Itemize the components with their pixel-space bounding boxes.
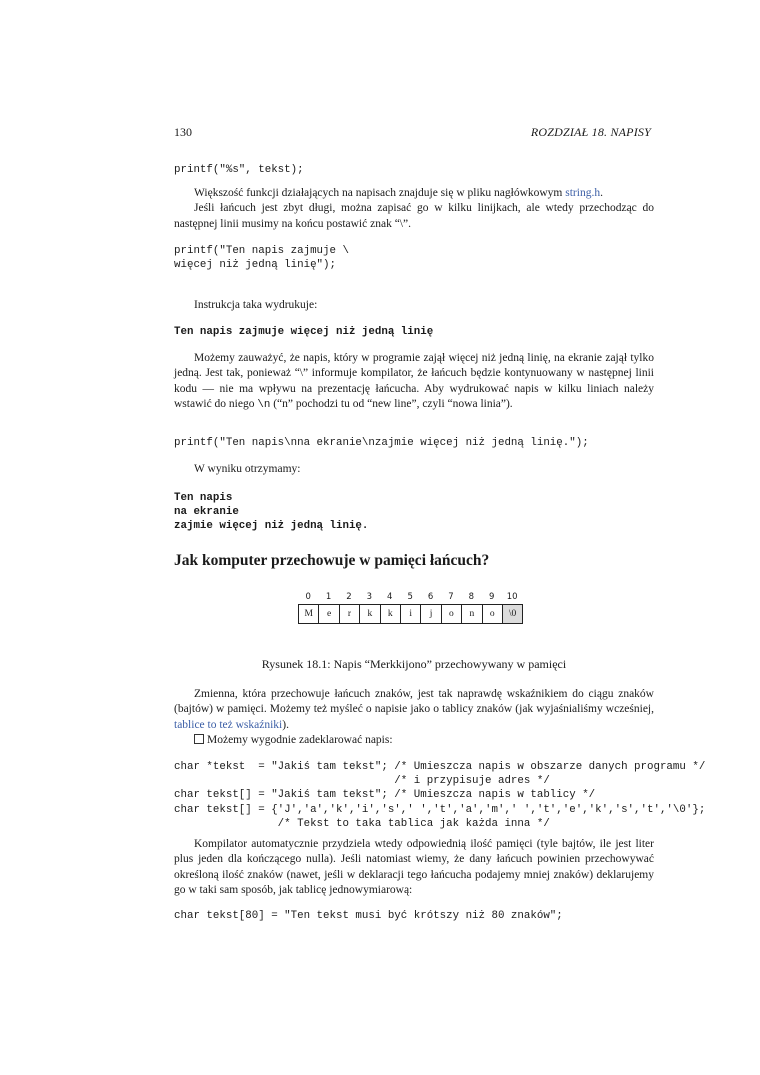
- paragraph-line: Jeśli łańcuch jest zbyt długi, można zapisać go w kilku linijkach, ale wtedy przechodząc do następnej linii musimy na końcu postawić znak “\”.: [174, 202, 654, 230]
- code-declarations: char *tekst = "Jakiś tam tekst"; /* Umieszcza napis w obszarze danych programu */ /* i przypisuje adres */ char tekst[] = "Jakiś tam tekst"; /* Umieszcza napis w tablicy */ char tekst[] = {'J','a','k','i','s',' ','t','a','m',' ','t','e','k','s','t','\0'}; /* Tekst to taka tablica jak każda inna */: [174, 761, 706, 830]
- figure-index-2: 2: [346, 592, 352, 602]
- inline-code-newline: \n: [257, 399, 271, 412]
- link-string-h[interactable]: string.h: [565, 187, 601, 199]
- figure-caption: Rysunek 18.1: Napis “Merkkijono” przechowywany w pamięci: [261, 657, 567, 671]
- figure-cell-8: n: [461, 605, 481, 623]
- paragraph-pointer: Zmienna, która przechowuje łańcuch znaków, jest tak naprawdę wskaźnikiem do ciągu znaków (bajtów) w pamięci. Możemy też myśleć o napisie jako o tablicy znaków (jak wyjaśnialiśmy wcześniej, tablice to też wskaźniki). Możemy wygodnie zadeklarować napis:: [174, 688, 654, 747]
- figure-cell-7: o: [441, 605, 461, 623]
- figure-index-10: 10: [506, 592, 518, 602]
- figure-cell-5: i: [400, 605, 420, 623]
- figure-cell-1: e: [318, 605, 338, 623]
- code-multiline-printf: printf("Ten napis zajmuje \ więcej niż jedną linię");: [174, 245, 349, 272]
- output-multi-line: Ten napis na ekranie zajmie więcej niż jedną linię.: [174, 492, 369, 533]
- code-printf-newlines: printf("Ten napis\nna ekranie\nzajmie więcej niż jedną linię.");: [174, 437, 589, 449]
- figure-index-6: 6: [427, 592, 434, 602]
- chapter-title: ROZDZIAŁ 18. NAPISY: [530, 125, 651, 139]
- checkbox-icon: [194, 734, 204, 744]
- figure-cell-4: k: [380, 605, 400, 623]
- figure-index-4: 4: [387, 592, 393, 602]
- output-single-line: Ten napis zajmuje więcej niż jedną linię: [174, 326, 434, 338]
- memory-figure: [298, 592, 523, 624]
- figure-index-3: 3: [366, 592, 373, 602]
- figure-index-8: 8: [468, 592, 475, 602]
- paragraph-result: W wyniku otrzymamy:: [194, 463, 301, 475]
- figure-index-9: 9: [489, 592, 495, 602]
- figure-cell-10: \0: [502, 605, 522, 623]
- paragraph-newline-explanation: Możemy zauważyć, że napis, który w programie zajął więcej niż jedną linię, na ekranie zajął tylko jedną. Jest tak, ponieważ “\” informuje kompilator, że łańcuch będzie kontynuowany w następnej linii kodu — nie ma wpływu na prezentację łańcucha. Aby wydrukować napis w kilku liniach należy wstawić do niego \n (“n” pochodzi tu od “new line”, czyli “nowa linia”).: [174, 352, 654, 412]
- paragraph-compiler: Kompilator automatycznie przydziela wtedy odpowiednią ilość pamięci (tyle bajtów, ile jest liter plus jeden dla kończącego nulla). Jeśli natomiast wiemy, że dany łańcuch powinien przechowywać określoną ilość znaków (nawet, jeśli w deklaracji tego łańcucha podajemy mniej znaków) deklarujemy go w taki sam sposób, jak tablicę jednowymiarową:: [174, 838, 654, 897]
- figure-cell-6: j: [420, 605, 440, 623]
- figure-indices: [298, 592, 523, 602]
- paragraph-string-h: [174, 186, 654, 232]
- paragraph-instruction: Instrukcja taka wydrukuje:: [194, 299, 318, 311]
- link-arrays-pointers[interactable]: tablice to też wskaźniki: [174, 718, 283, 731]
- figure-cell-2: r: [339, 605, 359, 623]
- code-printf-s: printf("%s", tekst);: [174, 164, 304, 176]
- figure-cell-3: k: [359, 605, 379, 623]
- figure-index-5: 5: [407, 592, 413, 602]
- figure-cell-0: M: [304, 609, 313, 619]
- section-heading: Jak komputer przechowuje w pamięci łańcuch?: [174, 552, 490, 569]
- page-number: 130: [174, 125, 192, 139]
- figure-cell-9: o: [482, 605, 502, 623]
- figure-index-1: 1: [325, 592, 332, 602]
- figure-index-0: 0: [305, 592, 311, 602]
- figure-cells: [298, 604, 523, 624]
- code-array-80: char tekst[80] = "Ten tekst musi być krótszy niż 80 znaków";: [174, 910, 563, 922]
- paragraph-line: Większość funkcji działających na napisach znajduje się w pliku nagłówkowym string.h.: [194, 187, 603, 199]
- figure-index-7: 7: [448, 592, 454, 602]
